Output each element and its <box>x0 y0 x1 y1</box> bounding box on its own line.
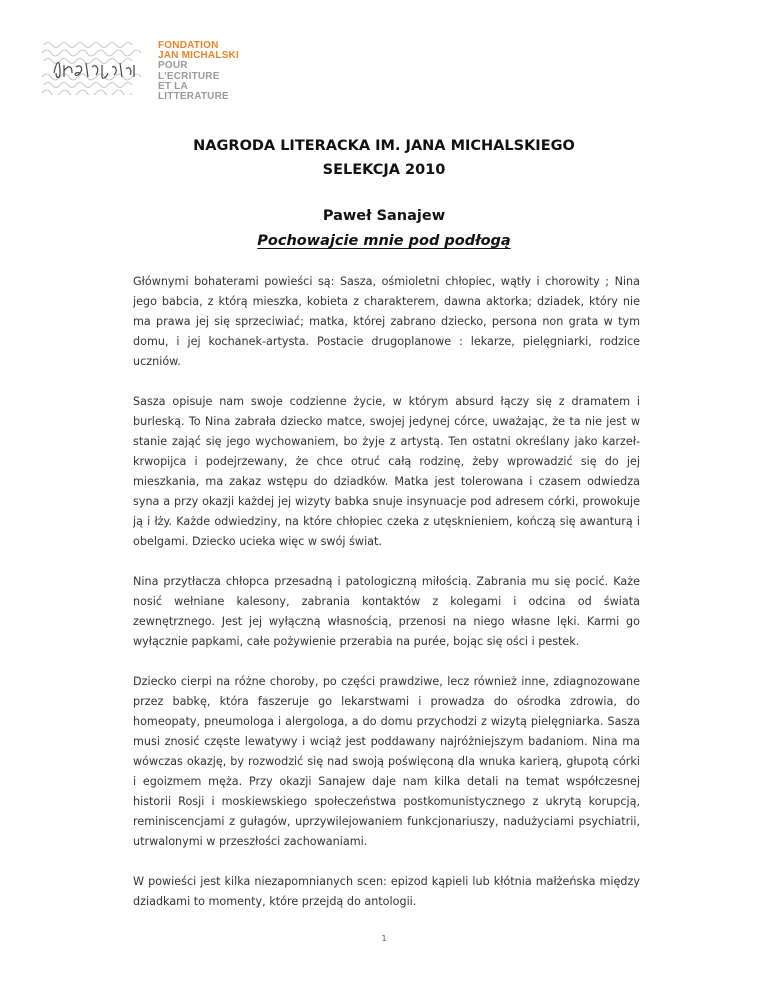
paragraph: Nina przytłacza chłopca przesadną i patologiczną miłością. Zabrania mu się pocić. Każe nosić wełniane kalesony, zabrania kontaktów z kolegami i odcina od świata zewnętrznego. Jest jej wyłączną własnością, przenosi na niego własne lęki. Karmi go wyłącznie papkami, całe pożywienie przerabia na purée, bojąc się ości i pestek. <box>133 575 640 648</box>
paragraph: Głównymi bohaterami powieści są: Sasza, ośmioletni chłopiec, wątły i chorowity ; Nina jego babcia, z którą mieszka, kobieta z charakterem, dawna aktorka; dziadek, który nie ma prawa jej się sprzeciwiać; matka, której zabrano dziecko, persona non grata w tym domu, i jej kochanek-artysta. Postacie drugoplanowe : lekarze, pielęgniarki, rodzice uczniów. <box>133 275 640 368</box>
logo-wordmark <box>158 41 239 102</box>
logo-line: JAN MICHALSKI <box>158 50 239 62</box>
paragraph: Dziecko cierpi na różne choroby, po części prawdziwe, lecz również inne, zdiagnozowane przez babkę, która faszeruje go lekarstwami i prowadza do ośrodka zdrowia, do homeopaty, pneumologa i alergologa, a do domu przychodzi z wizytą pielęgniarka. Sasza musi znosić częste lewatywy i wciąż jest poddawany najróżniejszym badaniom. Nina ma wówczas okazję, by rozwodzić się nad swoją poświęconą dla wnuka karierą, głupotą córki i egoizmem męża. Przy okazji Sanajew daje nam kilka detali na temat współczesnej historii Rosji i moskiewskiego społeczeństwa postkomunistycznego z ukrytą korupcją, reminiscencjami z gułagów, uprzywilejowaniem funkcjonariuszy, nadużyciami psychiatrii, utrwalonymi w przeszłości zachowaniami. <box>133 675 640 848</box>
book-title: Pochowajcie mnie pod podłogą <box>257 233 511 249</box>
logo-line: FONDATION <box>158 40 219 51</box>
paragraph: W powieści jest kilka niezapomnianych scen: epizod kąpieli lub kłótnia małżeńska między dziadkami to momenty, które przejdą do antologii. <box>133 875 640 908</box>
signature-pattern-icon <box>40 39 152 95</box>
document-heading-line1: NAGRODA LITERACKA IM. JANA MICHALSKIEGO <box>193 138 575 154</box>
paragraph: Sasza opisuje nam swoje codzienne życie, w którym absurd łączy się z dramatem i burleską. To Nina zabrała dziecko matce, swojej jedynej córce, uważając, że ta nie jest w stanie zająć się jego wychowaniem, bo żyje z artystą. Ten ostatni określany jako karzeł-krwopijca i podejrzewany, że chce otruć całą rodzinę, żeby wprowadzić się do jej mieszkania, ma zakaz wstępu do dziadków. Matka jest tolerowana i czasem odwiedza syna a przy okazji każdej jej wizyty babka snuje insynuacje pod adresem córki, prowokuje ją i łży. Każde odwiedziny, na które chłopiec czeka z utęsknieniem, kończą się awanturą i obelgami. Dziecko ucieka więc w swój świat. <box>133 395 640 548</box>
document-heading-line2: SELEKCJA 2010 <box>322 162 446 178</box>
logo-line: L'ECRITURE <box>158 70 220 82</box>
foundation-logo <box>40 39 270 103</box>
page-number: 1 <box>381 934 387 943</box>
logo-line: ET LA <box>158 80 188 92</box>
author-name: Paweł Sanajew <box>322 208 446 224</box>
logo-line: POUR <box>158 60 188 72</box>
logo-line: LITTERATURE <box>158 91 229 103</box>
document-body <box>133 272 640 932</box>
